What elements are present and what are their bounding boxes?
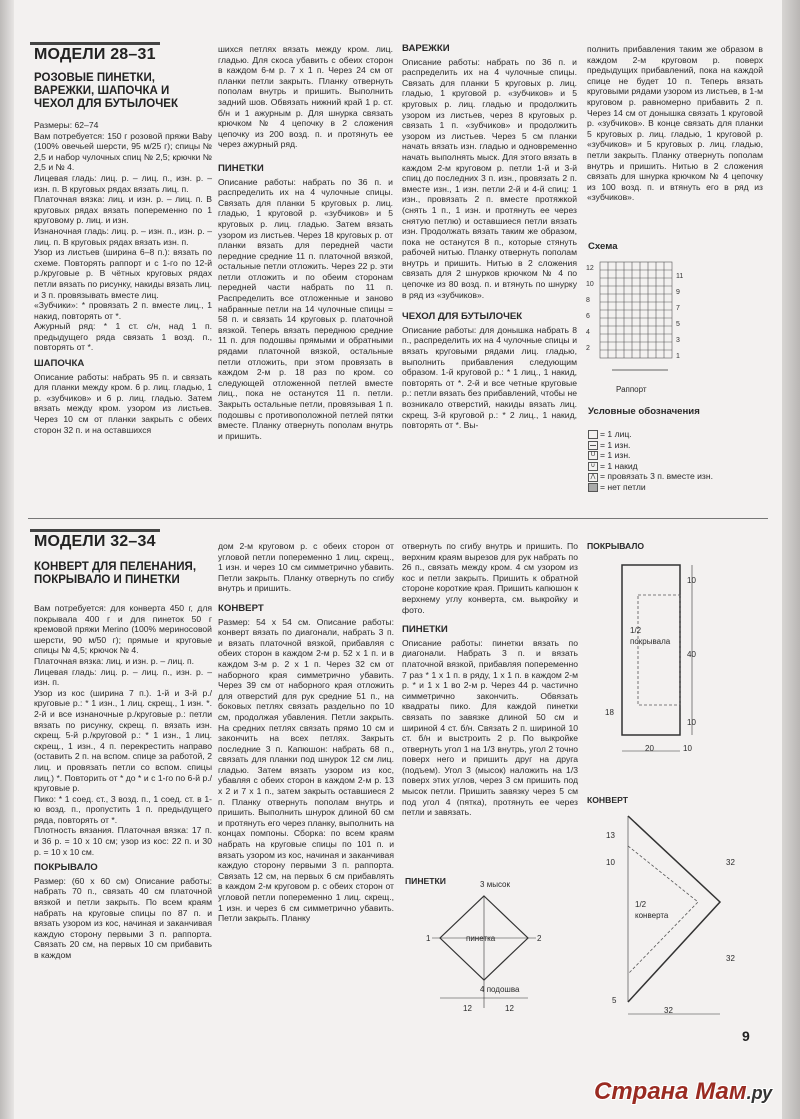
section2-col1 [34, 603, 212, 961]
schema-row-number: 3 [676, 337, 680, 344]
dimension-label: 20 [645, 744, 654, 753]
k3tog-symbol-icon: ⋀ [588, 473, 598, 482]
dimension-label: 40 [687, 650, 696, 659]
subsection-title: ПОКРЫВАЛО [34, 862, 98, 874]
inner-label: 1/2 [630, 626, 642, 635]
corner-number: 4 [480, 985, 485, 994]
text-paragraph: Пико: * 1 соед. ст., 3 возд. п., 1 соед. ст. в 1-ю возд. п., пропустить 1 п. предыдущего ряда, повторять от *. [34, 793, 212, 825]
inner-label: 1/2 [635, 900, 647, 909]
dimension-label: 10 [683, 744, 692, 753]
legend-text: = провязать 3 п. вместе изн. [600, 471, 714, 482]
diagram-label [480, 985, 519, 996]
text-paragraph: Описание работы: для донышка набрать 8 п., распределить их на 4 чулочные спицы и вязать круговыми рядами лиц. гладью, выполнить прибавления следующим образом. 1-й круговой р.: * 1 лиц., 1 накид, повторять от *. 2-й и все четные круговые р.: петли вязать без прибавлений, чтобы не возникало отверстий, накиды вязать лиц. скрещ. 3-й круговой р.: * 2 лиц., 1 накид, повторять от *. Вы- [402, 324, 577, 431]
watermark [594, 1078, 772, 1106]
dimension-label: 13 [606, 831, 615, 840]
text-paragraph: Изнаночная гладь: лиц. р. – изн. п., изн. р. – лиц. п. В круговых рядах вязать изн. п. [34, 225, 212, 247]
dimension-label: 10 [687, 576, 696, 585]
blanket-outline [622, 565, 680, 735]
legend-text: = 1 изн. [600, 450, 631, 461]
no-stitch-symbol-icon [588, 483, 598, 492]
pokryvalo-diagram-label: ПОКРЫВАЛО [587, 541, 645, 551]
knitting-schema [582, 258, 692, 398]
schema-row-number: 11 [676, 273, 684, 280]
text-paragraph: Вам потребуется: для конверта 450 г, для покрывала 400 г и для пинеток 50 г кремовой пряжи Merino (100% мериносовой шерсти, 90 м/50 г); прямые и круговые спицы № 4,5; крючок № 4. [34, 603, 212, 656]
section2-col2 [218, 541, 394, 924]
dimension-label: 10 [687, 718, 696, 727]
legend-text: = 1 накид [600, 460, 638, 471]
corner-number: 2 [537, 934, 542, 943]
section1-title: РОЗОВЫЕ ПИНЕТКИ, ВАРЕЖКИ, ШАПОЧКА И ЧЕХОЛ ДЛЯ БУТЫЛОЧЕК [34, 72, 178, 110]
yarn-over-symbol-icon: ∪ [588, 462, 598, 471]
section2-col3 [402, 541, 578, 818]
page-edge [782, 0, 800, 1119]
dimension-label: 32 [664, 1006, 673, 1015]
schema-row-number: 9 [676, 289, 680, 296]
inner-label: покрывала [630, 637, 671, 646]
schema-label: Схема [588, 241, 618, 252]
schema-row-number: 5 [676, 321, 680, 328]
dimension-label: 18 [605, 708, 614, 717]
text-paragraph: «Зубчики»: * провязать 2 п. вместе лиц., 1 накид, повторять от *. [34, 300, 212, 321]
knit-symbol-icon [588, 430, 598, 439]
legend-text: = нет петли [600, 481, 646, 492]
text-paragraph: Ажурный ряд: * 1 ст. с/н, над 1 п. предыдущего ряда связать 1 возд. п., повторять от *. [34, 321, 212, 353]
pinetki-diagram-label: ПИНЕТКИ [405, 876, 446, 886]
section2-title: КОНВЕРТ ДЛЯ ПЕЛЕНАНИЯ, ПОКРЫВАЛО И ПИНЕТКИ [34, 561, 197, 586]
schema-row-number: 12 [586, 265, 594, 272]
konvert-diagram-label: КОНВЕРТ [587, 795, 628, 805]
text-paragraph: Размеры: 62–74 [34, 120, 99, 130]
text-paragraph: Узор из листьев (ширина 6–8 п.): вязать по схеме. Повторять раппорт и с 1-го по 12-й р./круговые р. В чётных круговых рядах петли вязать по рисунку, накиды вязать лиц. и 3 п. провязывать вместе лиц. [34, 247, 212, 300]
subsection-title: ПИНЕТКИ [218, 162, 264, 174]
section1-header: МОДЕЛИ 28–31 [34, 46, 156, 63]
legend-item [588, 440, 768, 451]
legend-item [588, 461, 768, 472]
text-paragraph: Размер: (60 x 60 см) Описание работы: набрать 70 п., связать 40 см платочной вязкой и петли закрыть. По всем краям набрать на круговые спицы по 87 п. и вязать узором из кос, начиная и заканчивая каждую сторону первыми 3 п. раппорта. Связать 20 см, на первых 10 см прибавить в каждом [34, 875, 212, 960]
schema-row-number: 7 [676, 305, 680, 312]
text-paragraph: Плотность вязания. Платочная вязка: 17 п. и 36 р. = 10 x 10 см; узор из кос: 22 п. и 30 р. = 10 x 10 см. [34, 825, 212, 857]
section1-col3 [402, 44, 577, 431]
purl-loop-symbol-icon: U [588, 451, 598, 460]
schema-row-number: 4 [586, 329, 590, 336]
corner-number: 1 [426, 934, 431, 943]
text-paragraph: Описание работы: набрать по 36 п. и распределить их на 4 чулочные спицы. Связать для планки 5 круговых р. лиц. гладью, 1 круговой р. «зубчиков» и 5 круговых р. лиц. гладью. Затем вязать узором из листьев. Через 18 круговых р. от планки вязать для передней части передние средние 11 п. платочной вязкой, остальные петли отложить. Через 22 р. эти петли отложить и по обеим сторонам передней части набрать по 11 п. Распределить все отложенные и заново набранные петли на 14 чулочные спицы = 58 п. и связать 14 круговых р. платочной вязкой. Теперь вязать переднюю средние 11 п. для подошвы прямыми и обратными рядами платочной вязкой, остальные петли отложить, при этом провязать в каждом 2-м р. 18 раз по кром. со следующей отложенной петлей вместе лиц., пока не останутся 11 п. петли. Закрыть остальные петли, провязывая 1 п. подошвы с противоположной петлей пятки вместе. Планку отвернуть пополам внутрь и пришить. [218, 176, 393, 441]
rapport-label: Раппорт [616, 385, 647, 394]
watermark-suffix: .ру [746, 1083, 773, 1103]
dimension-label: 32 [726, 858, 735, 867]
section1-col1 [34, 120, 212, 435]
legend-text: = 1 изн. [600, 439, 631, 450]
subsection-title: ПИНЕТКИ [402, 624, 448, 636]
section-divider [28, 518, 768, 519]
text-paragraph: Размер: 54 x 54 см. Описание работы: конверт вязать по диагонали, набрать 3 п. и вязать платочной вязкой, прибавляя с обеих сторон в каждом 2-м р. 52 x 1 п. и в каждом 3-м р. 2 x 1 п. Через 32 см от наборного края симметрично убавить. Через 39 см от наборного края отложить для отверстий для рук средние 51 п., на боковых петлях связать раздельно по 10 см, продолжая убавления. Петли закрыть. На средних петлях связать прямо 10 см и закончить на всех петлях. Закрыть последние 3 п. Капюшон: набрать 68 п., связать для планки под шнурок 12 см лиц. гладью. Затем вязать узором из кос, убавляя с обеих сторон в каждом 2-м р. 13 x 2 и 7 x 1 п., затем закрыть оставшиеся 2 п. Планку отвернуть пополам внутрь и пришить. Выполнить шнурок длиной 60 см и протянуть его через планку, выполнить на концах помпоны. Сборка: по всем краям набрать на круговые спицы по 101 п. и вязать узором из кос, начиная и заканчивая каждую сторону первыми 3 п. раппорта. Связать 12 см, на первых 6 см прибавлять в каждом 2-м круговом р. с обеих сторон от угловой петли попеременно 1 лиц. скрещ., 1 изн. и через 6 см симметрично убавить. Петли закрыть. Планку [218, 616, 394, 924]
text-paragraph: Лицевая гладь: лиц. р. – лиц. п., изн. р. – изн. п. В круговых рядах вязать лиц. п. [34, 172, 212, 194]
page-number: 9 [742, 1028, 750, 1044]
dimension-label: 32 [726, 954, 735, 963]
pinetki-diagram [418, 880, 578, 1030]
text-paragraph: дом 2-м круговом р. с обеих сторон от угловой петли попеременно 1 лиц. скрещ., 1 изн. и через 10 см симметрично убавить. Петли закрыть. Планку отвернуть по сгибу внутрь и пришить. [218, 541, 394, 594]
corner-number: 3 [480, 880, 485, 889]
section1-col4 [587, 44, 763, 203]
dimension-label: 12 [463, 1004, 472, 1013]
legend-item [588, 450, 768, 461]
text-paragraph: отвернуть по сгибу внутрь и пришить. По верхним краям вырезов для рук набрать по 26 п., связать между кром. 4 см узором из кос и петли закрыть. Пришить к обратной стороне короткие края. Пришить капюшон к верхнему углу конверта, см. выкройку и фото. [402, 541, 578, 615]
center-label: пинетка [466, 934, 496, 943]
subsection-title: ЧЕХОЛ ДЛЯ БУТЫЛОЧЕК [402, 311, 523, 323]
schema-row-number: 8 [586, 297, 590, 304]
corner-text: мысок [486, 880, 510, 889]
watermark-text: Страна Мам [594, 1078, 747, 1105]
schema-row-number: 2 [586, 345, 590, 352]
text-paragraph: полнить прибавления таким же образом в каждом 2-м круговом р. поверх предыдущих прибавлений, пока на каждой спице не будет 10 п. Теперь вязать круговыми рядами узором из листьев, в 1-м круговом р. равномерно прибавить 2 п. Через 14 см от донышка связать 1 круговой р. «зубчиков». В конце связать для планки 5 круговых р. лиц. гладью, 1 круговой р. «зубчиков» и 5 круговых р. лиц. гладью, петли закрыть. Планку отвернуть пополам внутрь и пришить. Нитью в 2 сложения связать для шнурка крючком № 4 цепочку из 100 возд. п. и втянуть его в ряд из «зубчиков». [587, 44, 763, 203]
corner-text: подошва [486, 985, 520, 994]
schema-row-number: 6 [586, 313, 590, 320]
inner-label: конверта [635, 911, 669, 920]
subsection-title: КОНВЕРТ [218, 602, 264, 614]
text-paragraph: Лицевая гладь: лиц. р. – лиц. п., изн. р. – изн. п. [34, 666, 212, 688]
section1-col2 [218, 44, 393, 441]
legend-item [588, 471, 768, 482]
dimension-label: 10 [606, 858, 615, 867]
text-paragraph: Вам потребуется: 150 г розовой пряжи Baby (100% овечьей шерсти, 95 м/25 г); спицы № 2,5 и набор чулочных спиц № 2,5; крючки № 2,5 и № 4. [34, 130, 212, 173]
subsection-title: ВАРЕЖКИ [402, 43, 450, 54]
diagram-label [480, 880, 510, 891]
legend-item [588, 429, 768, 440]
text-paragraph: Описание работы: пинетки вязать по диагонали. Набрать 3 п. и вязать платочной вязкой, прибавляя попеременно 7 раз * 1 x 1 п. в ряду, 1 x 1 п. в каждом 2-м р. * и 1 x 1 во 2-м р. Через 44 р. частично симметрично закончить. Обвязать квадраты пико. Для каждой пинетки связать по завязке длиной 50 см и шириной 4 ст. б/н. Связать 2 п. шириной 10 ст. б/н и выстроить 2 р. По выкройке отвернуть угол 1 на 1/3 внутрь, угол 2 точно поверх него и пришить друг на друга (подъем). Угол 3 (мысок) наложить на 1/3 поверх этих углов, через 3 см пришить под мысок петли. Пришить завязку через 5 см под угол 4 (пятка), протянуть ее через петли и завязать. [402, 637, 578, 818]
legend-title: Условные обозначения [588, 406, 700, 417]
section2-header: МОДЕЛИ 32–34 [34, 533, 156, 550]
blanket-inner [638, 595, 680, 705]
dimension-label: 5 [612, 996, 617, 1005]
subsection-title: ШАПОЧКА [34, 358, 85, 370]
text-paragraph: Описание работы: набрать 95 п. и связать для планки между кром. 6 р. лиц. гладью, 1 р. «зубчиков» и 6 р. лиц. гладью. Затем вязать между кром. узором из листьев. Через 10 см от планки закрыть с обеих сторон 32 п. и на оставшихся [34, 371, 212, 435]
text-paragraph: шихся петлях вязать между кром. лиц. гладью. Для скоса убавить с обеих сторон в каждом 6-м р. 7 x 1 п. Через 24 см от планки петли закрыть. Планку отвернуть пополам внутрь и пришить. Выполнить задний шов. Обвязать нижний край 1 р. ст. б/н и 1 ажурным р. Для шнурка связать крючком № 4 цепочку в 2 сложения цепочку из 200 возд. п. и протянуть ее через ажурный ряд. [218, 44, 393, 150]
text-paragraph: Платочная вязка: лиц. и изн. р. – лиц. п. [34, 655, 195, 666]
purl-symbol-icon [588, 441, 598, 450]
schema-row-number: 1 [676, 353, 680, 360]
legend-item [588, 482, 768, 493]
dimension-label: 12 [505, 1004, 514, 1013]
legend-text: = 1 лиц. [600, 429, 632, 439]
text-paragraph: Платочная вязка: лиц. и изн. р. – лиц. п. В круговых рядах вязать попеременно по 1 круговому р. лиц. и изн. [34, 194, 212, 226]
pokryvalo-diagram [600, 555, 730, 765]
legend [588, 429, 768, 493]
text-paragraph: Описание работы: набрать по 36 п. и распределить их на 4 чулочные спицы. Связать для планки 5 круговых р. лиц. гладью, 1 круговой р. «зубчиков» и 5 круговых р. лиц. гладью и продолжить узором из листьев, через 8 круговых р. связать 1 п. «зубчиков» и продолжить узором из листьев. Через 5 см планки начать вязать изн. гладью и одновременно начать выполнять мыск. Для этого вязать в каждом 2-м круговом р. петли 1-й и 3-й спиц до последних 3 п. изн., провязать 2 п. вместе изн., 1 изн. петли 2-й и 4-й спиц: 1 изн., провязать 2 п. вместе протяжкой (снять 1 п., 1 изн. и протянуть ее через снятую петлю) и оставшиеся петли вязать изн. Продолжать вязать таким же образом, пока не останутся 8 п., которые стянуть рабочей нитью. Планку отвернуть пополам внутрь и пришить. Нитью в 2 сложения связать для 2 шнурков крючком № 4 по цепочке из 80 возд. п. и втянуть по шнурку в ряд из «зубчиков». [402, 56, 577, 300]
schema-row-number: 10 [586, 281, 594, 288]
text-paragraph: Узор из кос (ширина 7 п.). 1-й и 3-й р./круговые р.: * 1 изн., 1 лиц. скрещ., 1 изн. *. 2-й и все изнаночные р./круговые р.: петли вязать по рисунку, скрещ. п. вязать изн. скрещ. 5-й р./круговой р.: * 1 изн., 1 лиц. скрещ., 1 изн., 4 п. перекрестить направо (оставить 2 п. на вспом. спице за работой, 2 лиц. и провязать петли со вспом. спицы лиц.) *. Повторить от * до * и с 1-го по 6-й р./круговые р. [34, 687, 212, 794]
konvert-diagram [600, 806, 760, 1026]
